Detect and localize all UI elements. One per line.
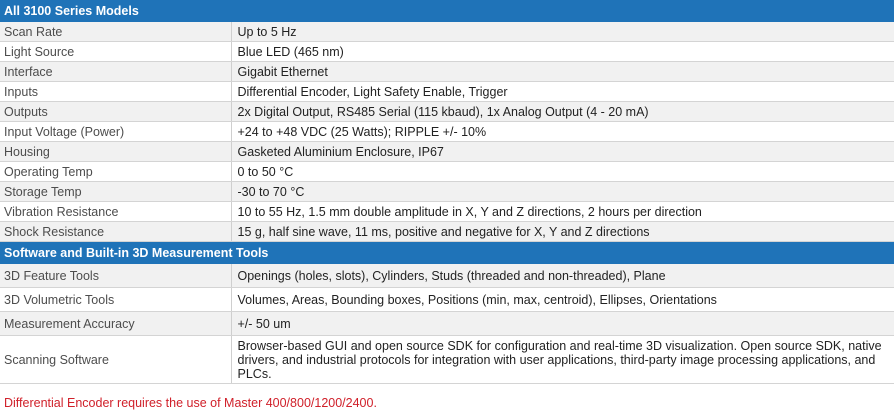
spec-value: Blue LED (465 nm) <box>231 42 894 62</box>
table-row <box>0 336 894 384</box>
footnote: Differential Encoder requires the use of Master 400/800/1200/2400. <box>4 396 377 410</box>
spec-label: Input Voltage (Power) <box>0 122 231 142</box>
table-row <box>0 102 894 122</box>
table-row <box>0 264 894 288</box>
table-row <box>0 162 894 182</box>
table-row <box>0 42 894 62</box>
spec-value: 0 to 50 °C <box>231 162 894 182</box>
table-row <box>0 142 894 162</box>
table-row <box>0 22 894 42</box>
spec-label: Storage Temp <box>0 182 231 202</box>
table-row <box>0 182 894 202</box>
spec-value: Differential Encoder, Light Safety Enable, Trigger <box>231 82 894 102</box>
table-row <box>0 62 894 82</box>
section-title: All 3100 Series Models <box>0 0 894 22</box>
spec-label: Inputs <box>0 82 231 102</box>
section-title: Software and Built-in 3D Measurement Tools <box>0 242 894 265</box>
spec-value: -30 to 70 °C <box>231 182 894 202</box>
spec-value: 15 g, half sine wave, 11 ms, positive and negative for X, Y and Z directions <box>231 222 894 242</box>
spec-label: Outputs <box>0 102 231 122</box>
section-header <box>0 242 894 265</box>
spec-value: +/- 50 um <box>231 312 894 336</box>
spec-label: Measurement Accuracy <box>0 312 231 336</box>
spec-label: Housing <box>0 142 231 162</box>
spec-value: Browser-based GUI and open source SDK for configuration and real-time 3D visualization. Open source SDK, native drivers, and industrial protocols for integration with user applications, third-party image processing applications, and PLCs. <box>231 336 894 384</box>
spec-label: Interface <box>0 62 231 82</box>
spec-label: 3D Feature Tools <box>0 264 231 288</box>
table-row <box>0 288 894 312</box>
table-row <box>0 122 894 142</box>
table-row <box>0 202 894 222</box>
table-row <box>0 312 894 336</box>
spec-label: 3D Volumetric Tools <box>0 288 231 312</box>
spec-label: Shock Resistance <box>0 222 231 242</box>
spec-value: Volumes, Areas, Bounding boxes, Positions (min, max, centroid), Ellipses, Orientations <box>231 288 894 312</box>
spec-value: Gigabit Ethernet <box>231 62 894 82</box>
spec-value: 10 to 55 Hz, 1.5 mm double amplitude in X, Y and Z directions, 2 hours per direction <box>231 202 894 222</box>
spec-label: Scanning Software <box>0 336 231 384</box>
spec-value: +24 to +48 VDC (25 Watts); RIPPLE +/- 10% <box>231 122 894 142</box>
section-header <box>0 0 894 22</box>
spec-value: Gasketed Aluminium Enclosure, IP67 <box>231 142 894 162</box>
table-row <box>0 222 894 242</box>
spec-label: Scan Rate <box>0 22 231 42</box>
table-row <box>0 82 894 102</box>
spec-value: Up to 5 Hz <box>231 22 894 42</box>
spec-label: Light Source <box>0 42 231 62</box>
spec-value: Openings (holes, slots), Cylinders, Studs (threaded and non-threaded), Plane <box>231 264 894 288</box>
spec-label: Vibration Resistance <box>0 202 231 222</box>
spec-value: 2x Digital Output, RS485 Serial (115 kbaud), 1x Analog Output (4 - 20 mA) <box>231 102 894 122</box>
spec-label: Operating Temp <box>0 162 231 182</box>
